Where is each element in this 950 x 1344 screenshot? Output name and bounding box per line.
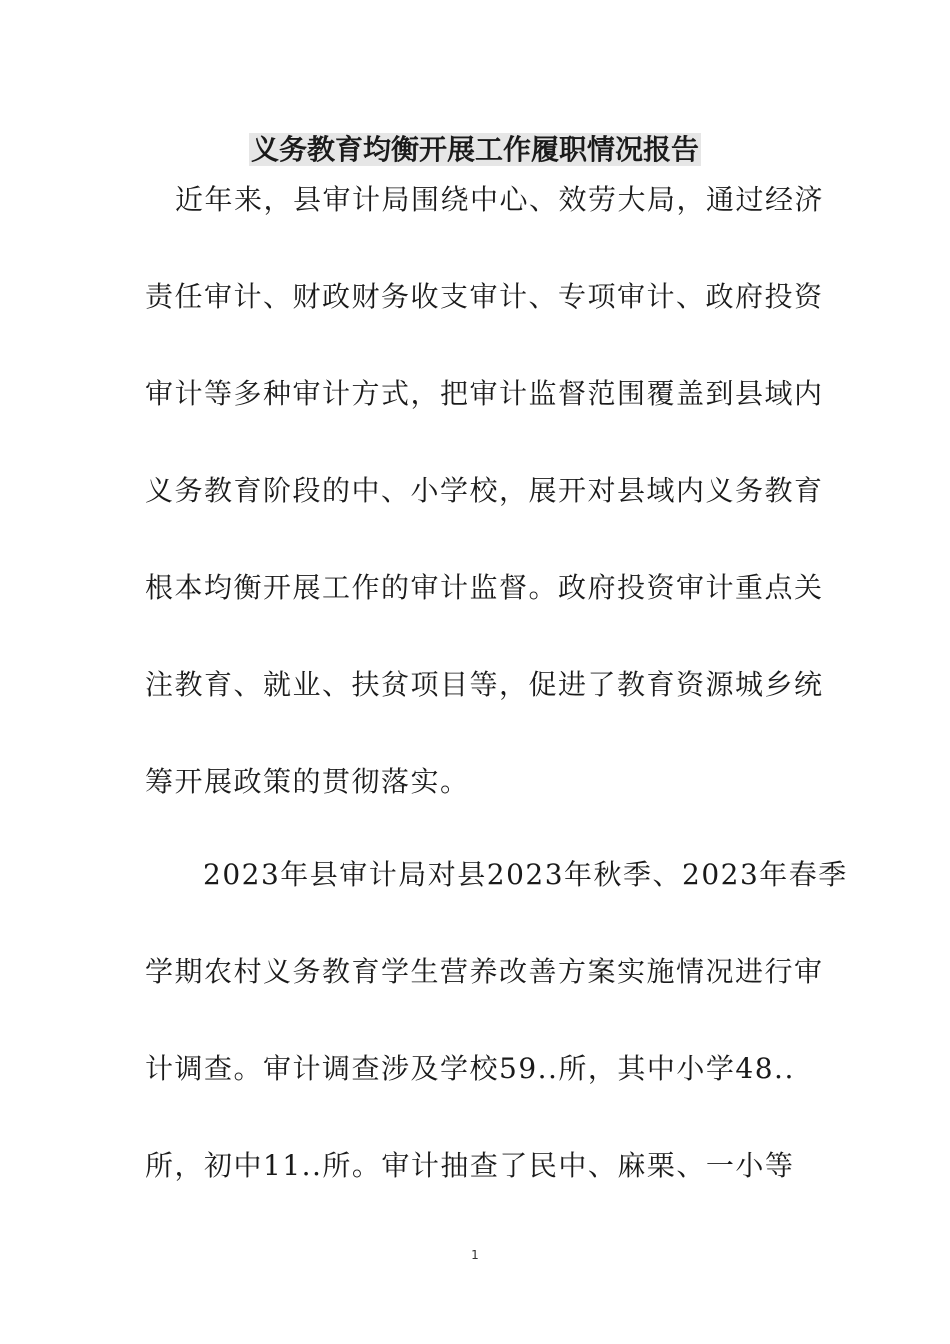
paragraph-line: 审计等多种审计方式，把审计监督范围覆盖到县域内 bbox=[145, 377, 824, 410]
paragraph-line: 2023年县审计局对县2023年秋季、2023年春季 bbox=[203, 858, 848, 891]
paragraph-1 bbox=[145, 180, 825, 859]
paragraph-line: 责任审计、财政财务收支审计、专项审计、政府投资 bbox=[145, 280, 824, 313]
paragraph-line: 根本均衡开展工作的审计监督。政府投资审计重点关 bbox=[145, 571, 824, 604]
paragraph-2 bbox=[145, 855, 848, 1243]
paragraph-line: 所，初中11..所。审计抽查了民中、麻栗、一小等 bbox=[145, 1149, 795, 1182]
paragraph-line: 义务教育阶段的中、小学校，展开对县域内义务教育 bbox=[145, 474, 824, 507]
paragraph-line: 近年来，县审计局围绕中心、效劳大局，通过经济 bbox=[175, 183, 825, 216]
paragraph-line: 计调查。审计调查涉及学校59..所，其中小学48.. bbox=[145, 1052, 795, 1085]
document-title-text: 义务教育均衡开展工作履职情况报告 bbox=[250, 133, 699, 166]
document-title bbox=[0, 130, 950, 170]
paragraph-line: 学期农村义务教育学生营养改善方案实施情况进行审 bbox=[145, 955, 824, 988]
page-number: 1 bbox=[471, 1248, 479, 1262]
paragraph-line: 注教育、就业、扶贫项目等，促进了教育资源城乡统 bbox=[145, 668, 824, 701]
paragraph-line: 筹开展政策的贯彻落实。 bbox=[145, 765, 470, 798]
